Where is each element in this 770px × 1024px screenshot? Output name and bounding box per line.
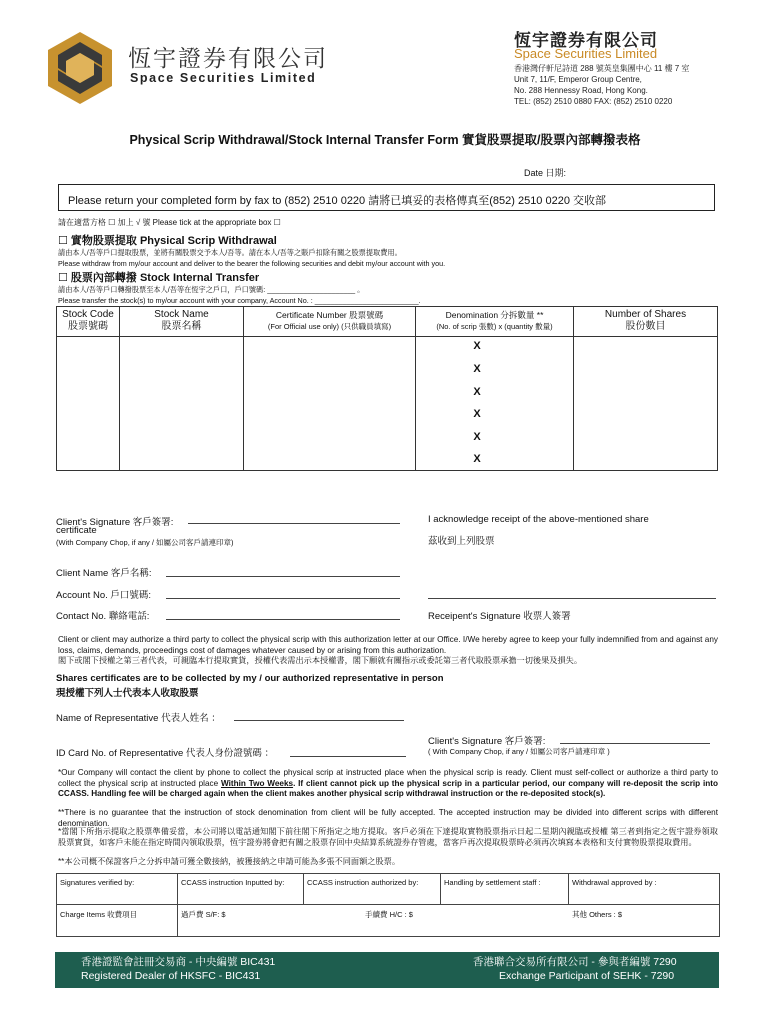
address-line: Unit 7, 11/F, Emperor Group Centre,	[514, 75, 642, 84]
client-signature-field[interactable]	[188, 523, 400, 524]
ccass-authorized-cell: CCASS instruction authorized by:	[304, 874, 441, 905]
column-divider	[573, 337, 574, 471]
table-header-certificate: Certificate Number 股票號碼 (For Official use only) (只供職員填寫)	[244, 307, 416, 337]
recipient-signature-field[interactable]	[428, 598, 716, 599]
charge-items-cell: Charge Items 收費項目	[57, 905, 178, 936]
address-line: No. 288 Hennessy Road, Hong Kong.	[514, 86, 648, 95]
representative-id-field[interactable]	[290, 756, 406, 757]
table-header-stock-code: Stock Code 股票號碼	[57, 307, 120, 337]
table-header-stock-name: Stock Name 股票名稱	[120, 307, 244, 337]
column-divider	[415, 337, 416, 471]
note-denomination-en: **There is no guarantee that the instruction of stock denomination from client will be fully accepted. The accepted instruction may be divided into different scrips with different denomination.	[58, 808, 718, 828]
transfer-text-cn: 請由本人/吾等戶口轉撥股票至本人/吾等在恆宇之戶口，戶口號碼: ______________________ 。	[58, 285, 365, 294]
settlement-staff-cell: Handling by settlement staff :	[441, 874, 569, 905]
office-use-table	[56, 873, 720, 937]
footer-sehk-cn: 香港聯合交易所有限公司 - 參與者編號 7290	[473, 956, 677, 968]
fax-notice: Please return your completed form by fax to (852) 2510 0220 請將已填妥的表格傳真至(852) 2510 0220 交收部	[58, 184, 715, 211]
client-signature-field-2[interactable]	[560, 743, 710, 744]
footer-sfc-en: Registered Dealer of HKSFC - BIC431	[81, 970, 261, 982]
transfer-fee-cell: 過戶費 S/F: $	[181, 910, 226, 919]
table-header-number-of-shares: Number of Shares 股份數目	[574, 307, 717, 337]
column-divider	[119, 337, 120, 471]
other-fees-cell: 其他 Others : $	[572, 910, 623, 919]
authorization-text-en: Client or client may authorize a third party to collect the physical scrip with this authorization letter at our Office. I/We hereby agree to keep your fully indemnified from and against any loss, claims, demands, proceedings cost of damages whatever caused by or arising from this authorization.	[58, 635, 718, 655]
denomination-x: X	[473, 363, 481, 375]
contact-no-label: Contact No. 聯絡電話:	[56, 611, 150, 622]
address-line: 香港灣仔軒尼詩道 288 號英皇集團中心 11 樓 7 室	[514, 64, 690, 73]
recipient-signature-label: Receipent's Signature 收票人簽署	[428, 611, 571, 622]
ccass-input-cell: CCASS instruction Inputted by:	[178, 874, 304, 905]
handling-fee-cell: 手續費 H/C : $	[365, 910, 413, 919]
company-chop-note: (With Company Chop, if any / 如屬公司客戶請連印章)	[56, 538, 234, 547]
account-no-label: Account No. 戶口號碼:	[56, 590, 152, 601]
date-label: Date 日期:	[524, 168, 567, 178]
logo-chinese-name: 恆宇證券有限公司	[128, 45, 328, 71]
note-collection: *Our Company will contact the client by phone to collect the physical scrip at instructed place when the physical scrip is ready. Client must self-collect or authorize a third party to collect the physical scrip at instructed place Within Two Weeks. If client cannot pick up the physical scrip in a particular period, our company will re-deposit the scrip into CCASS. Handling fee will be charged again when the client makes another physical scrip withdrawal instruction or the re-deposited stock(s).	[58, 768, 718, 798]
company-logo-mark	[40, 28, 120, 108]
representative-heading-cn: 現授權下列人士代表本人收取股票	[56, 688, 199, 699]
signatures-verified-cell: Signatures verified by:	[57, 874, 178, 905]
acknowledge-text-cn: 茲收到上列股票	[428, 536, 495, 547]
denomination-x: X	[473, 408, 481, 420]
representative-name-field[interactable]	[234, 720, 404, 721]
client-name-field[interactable]	[166, 576, 400, 577]
company-chinese-name: 恆宇證券有限公司	[514, 31, 658, 50]
table-header-denomination: Denomination 分拆數量 ** (No. of scrip 張數) x (quantity 數量)	[416, 307, 574, 337]
note-denomination-cn: **本公司概不保證客戶之分拆申請可獲全數接納，被獲接納之申請可能為多張不同面額之股票。	[58, 857, 401, 866]
form-title: Physical Scrip Withdrawal/Stock Internal Transfer Form 實貨股票提取/股票內部轉撥表格	[129, 133, 641, 147]
account-no-field[interactable]	[166, 598, 400, 599]
client-name-label: Client Name 客戶名稱:	[56, 568, 152, 579]
company-english-name: Space Securities Limited	[514, 46, 658, 61]
logo-english-name: Space Securities Limited	[130, 71, 317, 85]
withdrawal-checkbox-heading[interactable]: ☐ 實物股票提取 Physical Scrip Withdrawal	[58, 235, 277, 247]
contact-line: TEL: (852) 2510 0880 FAX: (852) 2510 0220	[514, 97, 673, 106]
withdrawal-text-en: Please withdraw from my/our account and deliver to the bearer the following securities and debit my/our account with you.	[58, 259, 446, 268]
denomination-x: X	[473, 453, 481, 465]
denomination-x: X	[473, 340, 481, 352]
client-signature-label: Client's Signature 客戶簽署:	[56, 517, 174, 528]
note-collection-cn: *當閣下所指示提取之股票準備妥當，本公司將以電話通知閣下前往閣下所指定之地方提取。客戶必須在下達提取實物股票指示日起二星期內親臨或授權 第三者到指定之恆宇證券領取股票實貨，如客戶未能在指定時間內領取股票，恆宇證券將會把有關之股票存回中央結算系統證券存管處，當客戶再次提取股票時必須再次填寫本表格和支付實物股票提取費用。	[58, 827, 718, 847]
footer-sehk-en: Exchange Participant of SEHK - 7290	[499, 970, 675, 982]
withdrawal-text-cn: 請由本人/吾等戶口提取股票，並將有關股票交予本人/吾等。請在本人/吾等之賬戶扣除有關之股票提取費用。	[58, 248, 402, 257]
denomination-x: X	[473, 386, 481, 398]
column-divider	[243, 337, 244, 471]
stock-table	[56, 306, 718, 471]
representative-name-label: Name of Representative 代表人姓名 ：	[56, 713, 221, 724]
transfer-text-en: Please transfer the stock(s) to my/our account with your company, Account No. : __________________________.	[58, 296, 421, 305]
client-signature-label-2: Client's Signature 客戶簽署:	[428, 736, 546, 747]
representative-heading-en: Shares certificates are to be collected by my / our authorized representative in person	[56, 673, 444, 684]
denomination-x: X	[473, 431, 481, 443]
representative-id-label: ID Card No. of Representative 代表人身份證號碼 ：	[56, 748, 275, 759]
footer-sfc-cn: 香港證監會註冊交易商 - 中央編號 BIC431	[81, 956, 276, 968]
withdrawal-approved-cell: Withdrawal approved by :	[569, 874, 719, 905]
client-signature-sub: certificate	[56, 525, 97, 536]
company-chop-note-2: ( With Company Chop, if any / 如屬公司客戶請連印章 )	[428, 747, 610, 756]
tick-instruction: 請在適當方格 ☐ 加上 √ 號 Please tick at the appropriate box ☐	[58, 218, 281, 227]
contact-no-field[interactable]	[166, 619, 400, 620]
acknowledge-text-en: I acknowledge receipt of the above-mentioned share	[428, 514, 649, 525]
transfer-checkbox-heading[interactable]: ☐ 股票內部轉撥 Stock Internal Transfer	[58, 272, 260, 284]
authorization-text-cn: 閣下或閣下授權之第三者代表，可親臨本行提取實貨，授權代表需出示本授權書，閣下願就有關指示或委託第三者代取股票承擔一切後果及損失。	[58, 656, 583, 665]
footer-banner	[55, 952, 719, 988]
